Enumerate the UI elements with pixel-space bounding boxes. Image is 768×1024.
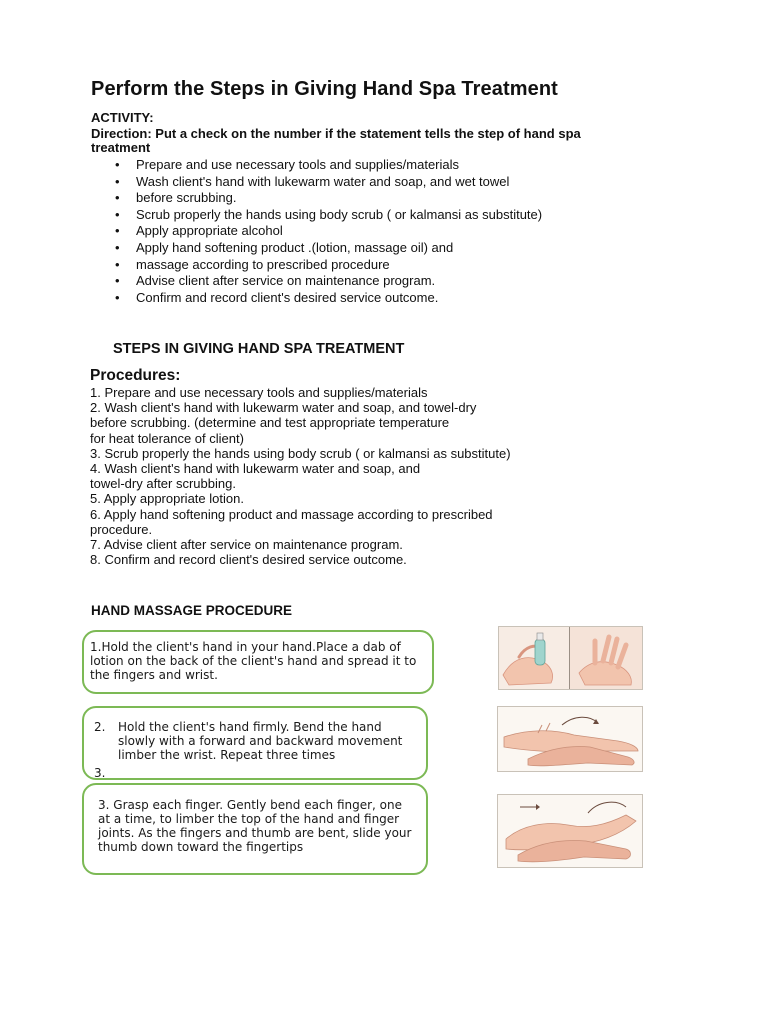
procedure-line: 8. Confirm and record client's desired service outcome. [90,552,407,568]
procedure-line: 6. Apply hand softening product and massage according to prescribed [90,506,493,522]
checklist-item: • Apply hand softening product .(lotion, massage oil) and [112,240,542,257]
checklist-item: • before scrubbing. [112,190,542,207]
procedure-line: 3. Scrub properly the hands using body scrub ( or kalmansi as substitute) [90,445,511,461]
massage-step-1-box [82,630,434,694]
procedures-heading: Procedures: [90,367,181,384]
procedure-line: procedure. [90,521,153,537]
procedure-line: for heat tolerance of client) [90,430,244,446]
checklist-item: • Wash client's hand with lukewarm water and soap, and wet towel [112,174,542,191]
activity-checklist [112,157,542,306]
checklist-item: • Confirm and record client's desired service outcome. [112,290,542,307]
procedure-line: 5. Apply appropriate lotion. [90,491,244,507]
procedure-line: before scrubbing. (determine and test appropriate temperature [90,415,450,431]
hand-massage-heading: HAND MASSAGE PROCEDURE [91,603,293,618]
wrist-bend-icon [497,706,643,772]
massage-step-2-text: Hold the client's hand firmly. Bend the hand slowly with a forward and backward movement limber the wrist. Repeat three times [118,720,403,762]
procedure-line: 1. Prepare and use necessary tools and supplies/materials [90,385,428,400]
massage-step-2-box [82,706,428,780]
massage-step-3-text: 3. Grasp each finger. Gently bend each finger, one at a time, to limber the top of the hand and finger joints. As the fingers and thumb are bent, slide your thumb down toward the fingertips [98,798,412,854]
procedure-line: 7. Advise client after service on maintenance program. [90,537,403,553]
activity-direction: Direction: Put a check on the number if the statement tells the step of hand spa treatment [91,126,581,155]
finger-bend-icon [497,794,643,868]
lotion-hand-icon [498,626,643,690]
checklist-item: • Scrub properly the hands using body scrub ( or kalmansi as substitute) [112,207,542,224]
checklist-item: • Advise client after service on maintenance program. [112,273,542,290]
procedure-line: 4. Wash client's hand with lukewarm water and soap, and [90,461,421,477]
massage-step-3-number: 3. [94,766,106,780]
massage-step-2-number: 2. [94,720,106,734]
procedures-list [90,385,511,567]
activity-label: ACTIVITY: [91,110,154,125]
steps-heading: STEPS IN GIVING HAND SPA TREATMENT [113,341,405,357]
checklist-item: • Apply appropriate alcohol [112,223,542,240]
massage-step-1-text: 1.Hold the client's hand in your hand.Place a dab of lotion on the back of the client's hand and spread it to the fingers and wrist. [90,640,417,682]
checklist-item: • Prepare and use necessary tools and supplies/materials [112,157,542,174]
checklist-item: • massage according to prescribed procedure [112,257,542,274]
procedure-line: towel-dry after scrubbing. [90,476,236,492]
procedure-line: 2. Wash client's hand with lukewarm water and soap, and towel-dry [90,400,477,416]
massage-step-3-box [82,783,428,875]
page-title: Perform the Steps in Giving Hand Spa Treatment [91,78,558,100]
